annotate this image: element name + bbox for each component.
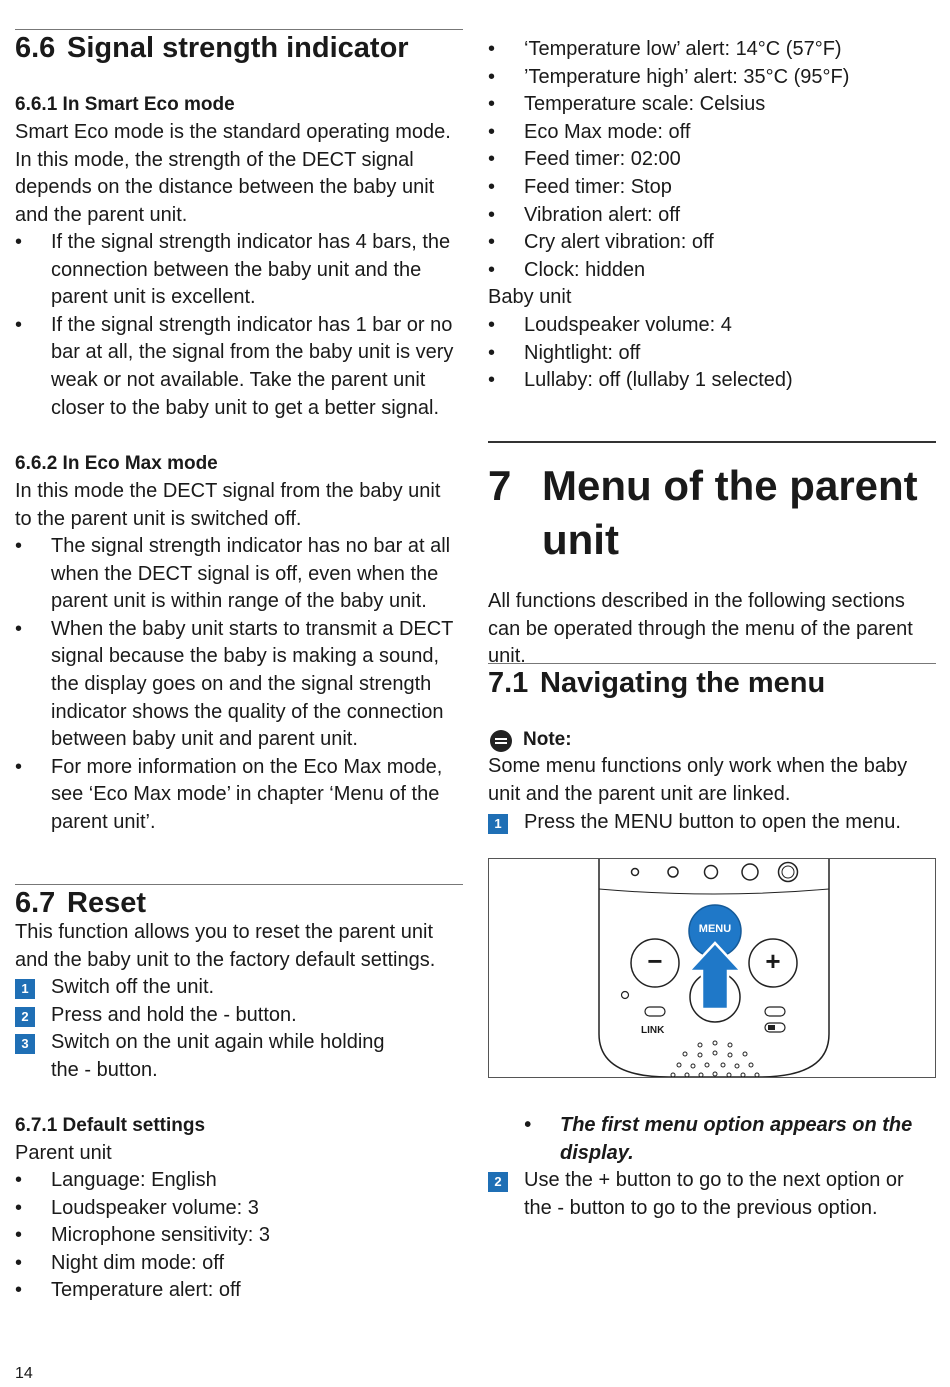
list-item: • ’Temperature high’ alert: 35°C (95°F) — [488, 64, 936, 92]
page-number: 14 — [15, 1365, 33, 1382]
step-list — [15, 974, 415, 1084]
section-heading-6-7: 6.7 Reset — [15, 887, 146, 919]
result-list — [524, 1112, 924, 1167]
section-heading-6-6: 6.6 Signal strength indicator — [15, 32, 409, 64]
list-item: • Vibration alert: off — [488, 202, 936, 230]
section-heading-7-1: 7.1 Navigating the menu — [488, 667, 826, 699]
section-rule — [15, 29, 463, 30]
step-number-badge: 3 — [15, 1034, 35, 1054]
note-label: Note: — [523, 729, 572, 750]
chapter-heading-7: 7 Menu of the parent unit — [488, 462, 918, 563]
list-item: • The signal strength indicator has no bar at all when the DECT signal is off, even when the parent unit is within range of the baby unit. — [15, 533, 463, 616]
list-item: • Feed timer: Stop — [488, 174, 936, 202]
paragraph: Smart Eco mode is the standard operating mode. In this mode, the strength of the DECT signal depends on the distance between the baby unit and the parent unit. — [15, 121, 451, 226]
list-item: • Lullaby: off (lullaby 1 selected) — [488, 367, 936, 395]
bullet-list — [488, 36, 936, 284]
paragraph: All functions described in the following sections can be operated through the menu of the parent unit. — [488, 590, 913, 668]
list-item: • Night dim mode: off — [15, 1250, 463, 1278]
minus-button-label: − — [647, 946, 663, 976]
list-item: • Loudspeaker volume: 3 — [15, 1195, 463, 1223]
bullet-list — [488, 312, 936, 395]
bullet-list — [15, 533, 463, 837]
bullet-list — [15, 1167, 463, 1305]
parent-unit-drawing — [489, 859, 935, 1077]
group-label: Baby unit — [488, 286, 572, 308]
link-label: LINK — [641, 1025, 665, 1036]
section-rule — [488, 663, 936, 664]
list-item: • For more information on the Eco Max mode, see ‘Eco Max mode’ in chapter ‘Menu of the parent unit’. — [15, 754, 463, 837]
note-text: Some menu functions only work when the baby unit and the parent unit are linked. — [488, 755, 908, 805]
group-label: Parent unit — [15, 1142, 112, 1164]
list-item: • Temperature scale: Celsius — [488, 91, 936, 119]
list-item: • If the signal strength indicator has 4 bars, the connection between the baby unit and the parent unit is excellent. — [15, 229, 463, 312]
bullet-list — [15, 229, 463, 422]
list-item: • Temperature alert: off — [15, 1277, 463, 1305]
step-number-badge: 1 — [15, 979, 35, 999]
list-item: • When the baby unit starts to transmit a DECT signal because the baby is making a sound, the display goes on and the signal strength indicator shows the quality of the connection between baby unit and parent unit. — [15, 616, 463, 754]
note-icon — [490, 730, 512, 752]
paragraph: This function allows you to reset the parent unit and the baby unit to the factory default settings. — [15, 921, 436, 971]
step-number-badge: 2 — [488, 1172, 508, 1192]
step-item: 3 Switch on the unit again while holding the - button. — [15, 1029, 415, 1084]
list-item: • Microphone sensitivity: 3 — [15, 1222, 463, 1250]
list-item: • Clock: hidden — [488, 257, 936, 285]
step-number-badge: 2 — [15, 1007, 35, 1027]
subsection-heading-6-6-2: 6.6.2 In Eco Max mode — [15, 453, 218, 474]
list-item: • Language: English — [15, 1167, 463, 1195]
list-item: • If the signal strength indicator has 1 bar or no bar at all, the signal from the baby unit is very weak or not available. Take the parent unit closer to the baby unit to get a better signal. — [15, 312, 463, 422]
step-number-badge: 1 — [488, 814, 508, 834]
plus-button-label: + — [765, 946, 781, 976]
parent-unit-illustration — [488, 858, 936, 1078]
subsection-heading-6-7-1: 6.7.1 Default settings — [15, 1115, 206, 1136]
list-item: • Cry alert vibration: off — [488, 229, 936, 257]
paragraph: In this mode the DECT signal from the baby unit to the parent unit is switched off. — [15, 480, 441, 530]
step-item: 1 Switch off the unit. — [15, 974, 415, 1002]
menu-button-label: MENU — [698, 923, 732, 935]
result-item: • The first menu option appears on the display. — [524, 1112, 924, 1167]
section-rule — [15, 884, 463, 885]
subsection-heading-6-6-1: 6.6.1 In Smart Eco mode — [15, 94, 235, 115]
list-item: • ‘Temperature low’ alert: 14°C (57°F) — [488, 36, 936, 64]
list-item: • Eco Max mode: off — [488, 119, 936, 147]
step-item: 1 Press the MENU button to open the menu. — [488, 809, 936, 837]
list-item: • Nightlight: off — [488, 340, 936, 368]
step-item: 2 Press and hold the - button. — [15, 1002, 415, 1030]
chapter-rule — [488, 441, 936, 443]
step-item: 2 Use the + button to go to the next option or the - button to go to the previous option. — [488, 1167, 936, 1222]
step-list — [488, 809, 936, 837]
list-item: • Feed timer: 02:00 — [488, 146, 936, 174]
step-list — [488, 1167, 936, 1222]
list-item: • Loudspeaker volume: 4 — [488, 312, 936, 340]
